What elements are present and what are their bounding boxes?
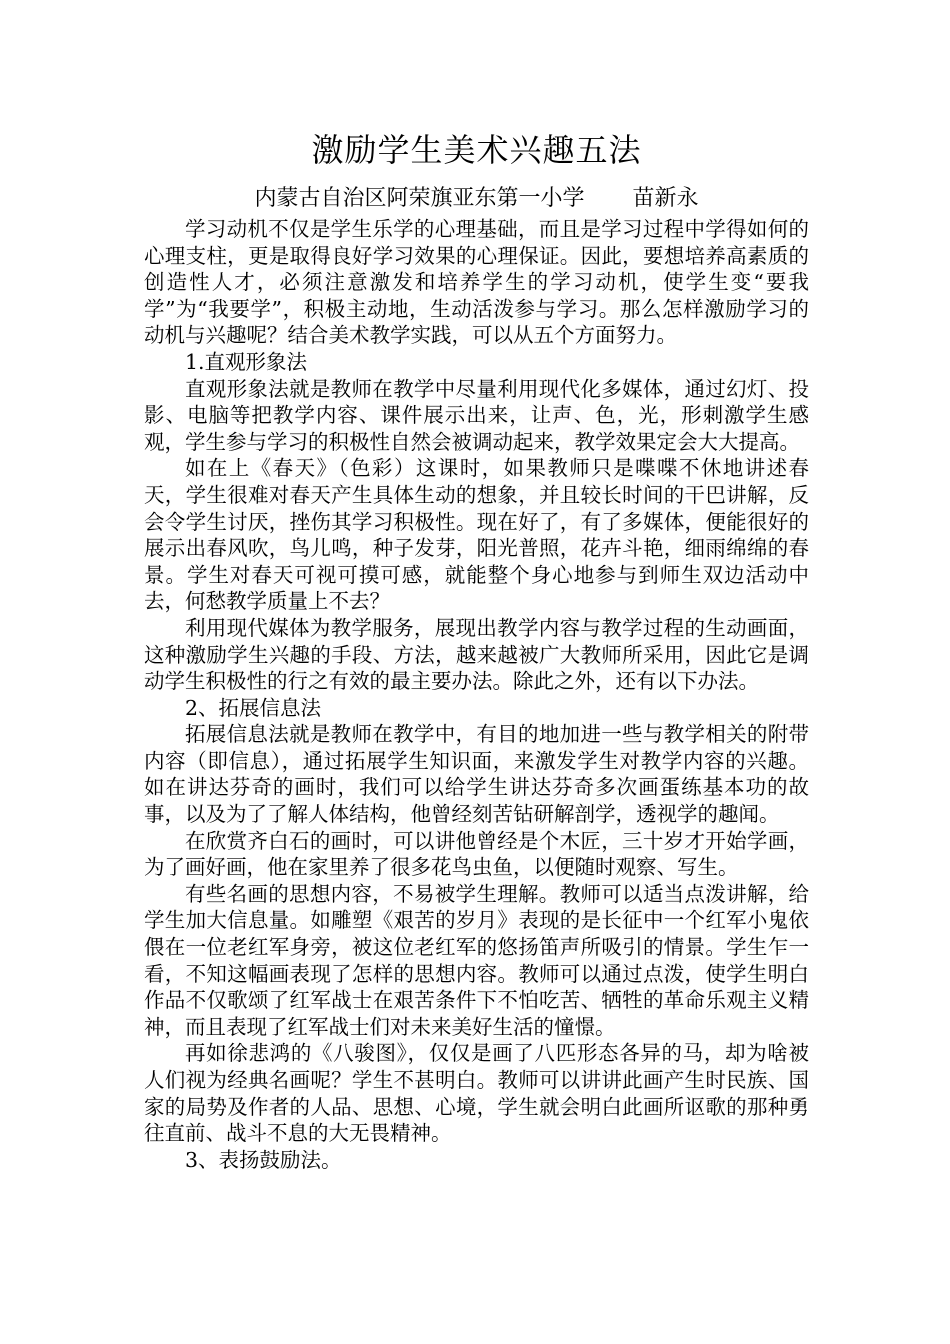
section-heading: 2、拓展信息法 bbox=[185, 695, 322, 720]
school-name: 内蒙古自治区阿荣旗亚东第一小学 bbox=[254, 186, 585, 211]
document-title: 激励学生美术兴趣五法 bbox=[311, 131, 642, 169]
document-body bbox=[144, 216, 809, 1173]
section-heading: 3、表扬鼓励法。 bbox=[185, 1147, 342, 1172]
paragraph: 拓展信息法就是教师在教学中，有目的地加进一些与教学相关的附带内容（即信息），通过拓展学生知识面，来激发学生对教学内容的兴趣。如在讲达芬奇的画时，我们可以给学生讲达芬奇多次画蛋练基本功的故事，以及为了了解人体结构，他曾经刻苦钻研解剖学，透视学的趣闻。 bbox=[144, 722, 809, 827]
paragraph: 在欣赏齐白石的画时，可以讲他曾经是个木匠，三十岁才开始学画，为了画好画，他在家里养了很多花鸟虫鱼，以便随时观察、写生。 bbox=[144, 828, 809, 880]
paragraph: 有些名画的思想内容，不易被学生理解。教师可以适当点泼讲解，给学生加大信息量。如雕塑《艰苦的岁月》表现的是长征中一个红军小鬼依偎在一位老红军身旁，被这位老红军的悠扬笛声所吸引的情景。学生乍一看，不知这幅画表现了怎样的思想内容。教师可以通过点泼，使学生明白作品不仅歌颂了红军战士在艰苦条件下不怕吃苦、牺牲的革命乐观主义精神，而且表现了红军战士们对未来美好生活的憧憬。 bbox=[144, 881, 809, 1039]
paragraph: 再如徐悲鸿的《八骏图》，仅仅是画了八匹形态各异的马，却为啥被人们视为经典名画呢？学生不甚明白。教师可以讲讲此画产生时民族、国家的局势及作者的人品、思想、心境，学生就会明白此画所讴歌的那种勇往直前、战斗不息的大无畏精神。 bbox=[144, 1041, 809, 1146]
section-heading: 1.直观形象法 bbox=[185, 349, 308, 374]
document-page bbox=[144, 128, 809, 1173]
author-line bbox=[144, 182, 809, 216]
paragraph: 如在上《春天》（色彩）这课时，如果教师只是喋喋不休地讲述春天，学生很难对春天产生具体生动的想象，并且较长时间的干巴讲解，反会令学生讨厌，挫伤其学习积极性。现在好了，有了多媒体，便能很好的展示出春风吹，鸟儿鸣，种子发芽，阳光普照，花卉斗艳，细雨绵绵的春景。学生对春天可视可摸可感，就能整个身心地参与到师生双边活动中去，何愁教学质量上不去？ bbox=[144, 456, 809, 614]
author-name: 苗新永 bbox=[632, 186, 699, 211]
paragraph: 直观形象法就是教师在教学中尽量利用现代化多媒体，通过幻灯、投影、电脑等把教学内容、课件展示出来，让声、色，光，形刺激学生感观，学生参与学习的积极性自然会被调动起来，教学效果定会大大提高。 bbox=[144, 376, 809, 454]
paragraph: 学习动机不仅是学生乐学的心理基础，而且是学习过程中学得如何的心理支柱，更是取得良好学习效果的心理保证。因此，要想培养高素质的创造性人才，必须注意激发和培养学生的学习动机，使学生变“要我学”为“我要学”，积极主动地，生动活泼参与学习。那么怎样激励学习的动机与兴趣呢？结合美术教学实践，可以从五个方面努力。 bbox=[144, 217, 809, 348]
paragraph: 利用现代媒体为教学服务，展现出教学内容与教学过程的生动画面，这种激励学生兴趣的手段、方法，越来越被广大教师所采用，因此它是调动学生积极性的行之有效的最主要办法。除此之外，还有以下办法。 bbox=[144, 615, 809, 694]
